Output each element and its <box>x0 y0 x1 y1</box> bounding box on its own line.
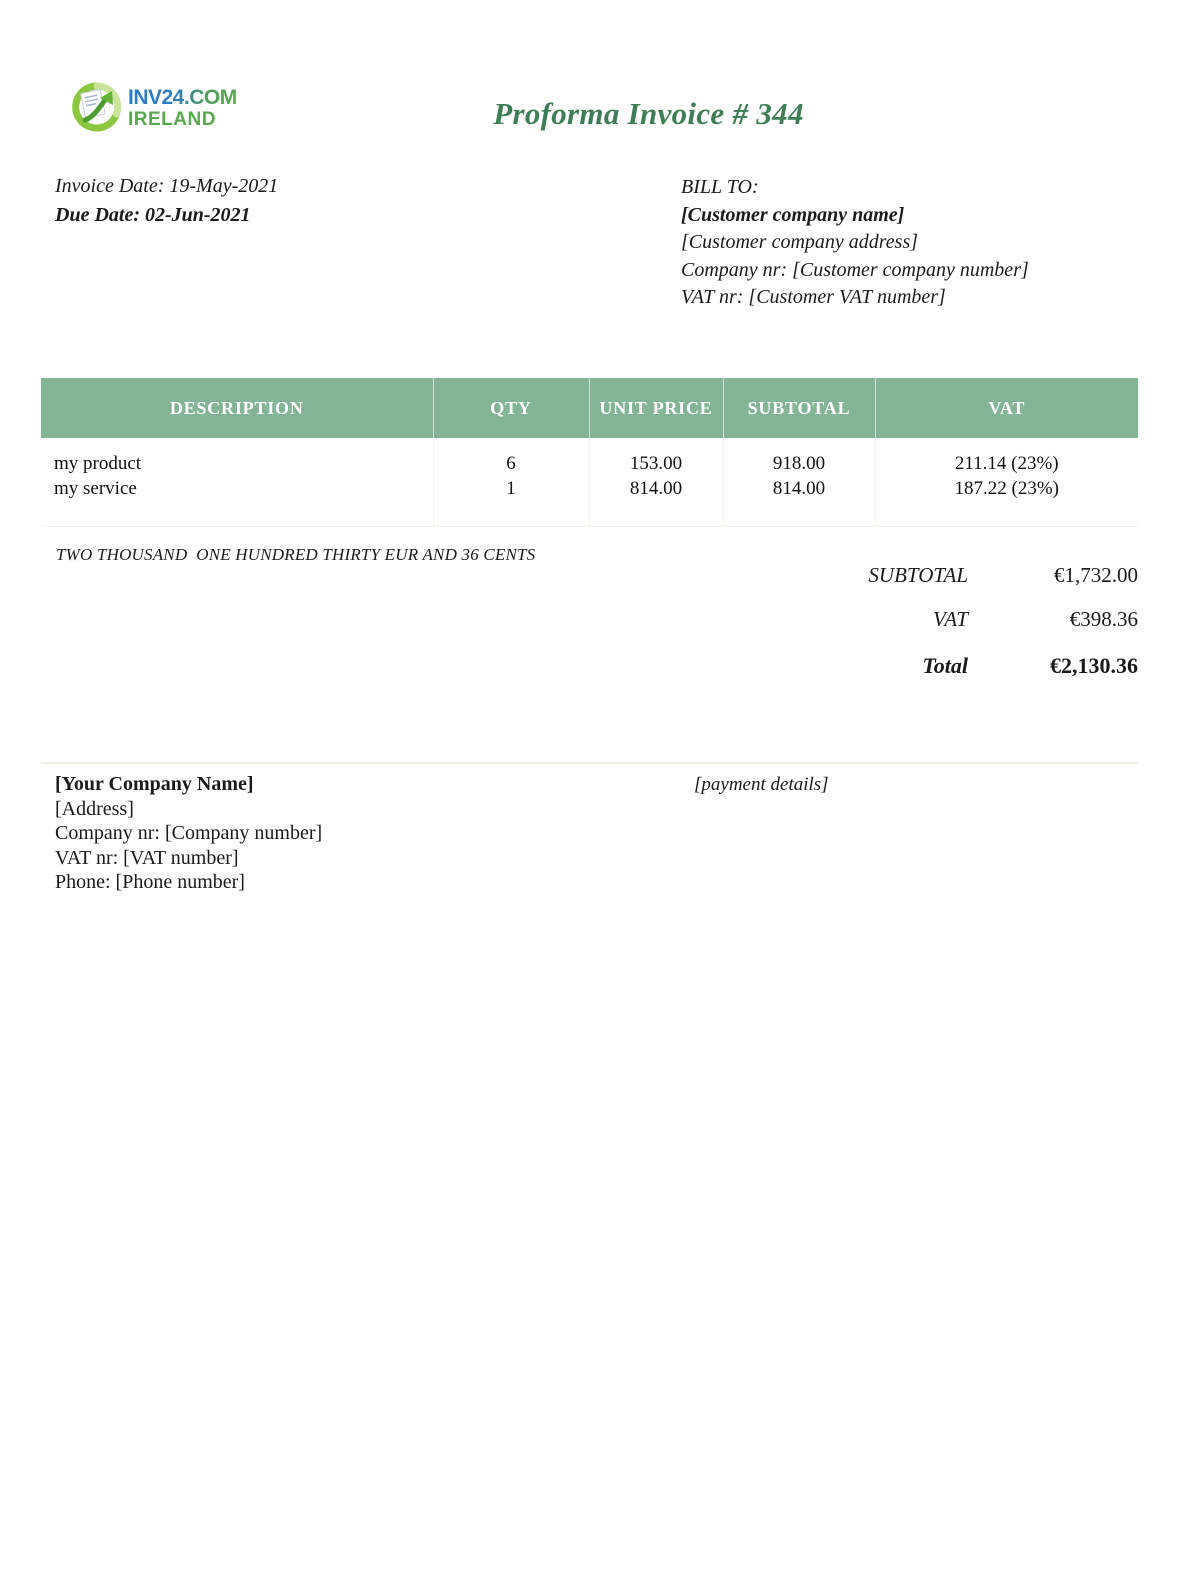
cell-qty <box>433 438 589 527</box>
footer-divider <box>41 762 1138 764</box>
bill-to-block <box>681 174 1029 312</box>
invoice-meta <box>0 172 1197 322</box>
item-subtotal: 918.00 <box>772 453 826 474</box>
vat-label: VAT <box>933 607 968 631</box>
table-row <box>41 438 1138 527</box>
totals-block <box>738 563 1138 697</box>
issuer-address: [Address] <box>55 797 134 820</box>
issuer-vat-number: VAT nr: [VAT number] <box>55 846 239 869</box>
brand-name-secondary: IRELAND <box>128 109 216 130</box>
cell-description <box>41 438 433 527</box>
bill-to-vat-number: VAT nr: [Customer VAT number] <box>681 286 946 308</box>
issuer-details <box>55 772 322 895</box>
item-subtotal: 814.00 <box>772 478 826 499</box>
invoice-header <box>0 70 1197 150</box>
invoice-date: Invoice Date: 19-May-2021 <box>55 175 279 197</box>
totals-row-vat <box>738 607 1138 651</box>
invoice-dates <box>55 172 278 230</box>
subtotal-label: SUBTOTAL <box>868 563 968 587</box>
table-header-row <box>41 378 1138 438</box>
cell-vat <box>875 438 1138 527</box>
item-qty: 6 <box>506 453 516 474</box>
item-vat: 211.14 (23%) <box>954 453 1059 474</box>
item-unit-price: 153.00 <box>629 453 683 474</box>
issuer-company-number: Company nr: [Company number] <box>55 822 323 844</box>
item-qty: 1 <box>506 478 516 499</box>
cell-subtotal <box>723 438 875 527</box>
cell-unit-price <box>589 438 723 527</box>
bill-to-company-number: Company nr: [Customer company number] <box>681 258 1029 281</box>
item-description: my service <box>54 478 137 499</box>
line-items-table <box>41 378 1138 527</box>
column-header-vat: VAT <box>875 378 1138 438</box>
bill-to-company-name: [Customer company name] <box>681 203 905 226</box>
item-unit-price: 814.00 <box>629 478 683 499</box>
issuer-company-name: [Your Company Name] <box>55 773 254 795</box>
invoice-footer <box>0 772 1197 902</box>
due-date: Due Date: 02-Jun-2021 <box>55 204 251 226</box>
brand-name-primary: INV24.COM <box>128 86 237 109</box>
vat-value: €398.36 <box>1069 607 1138 631</box>
total-label: Total <box>922 653 968 678</box>
total-value: €2,130.36 <box>1050 653 1138 678</box>
item-vat: 187.22 (23%) <box>954 478 1059 499</box>
totals-row-total <box>738 653 1138 697</box>
column-header-qty: QTY <box>433 378 589 438</box>
bill-to-company-address: [Customer company address] <box>681 231 919 253</box>
amount-in-words: TWO THOUSAND ONE HUNDRED THIRTY EUR AND 36 CENTS <box>56 545 536 564</box>
payment-details: [payment details] <box>694 774 829 795</box>
column-header-unit-price: UNIT PRICE <box>589 378 723 438</box>
bill-to-heading: BILL TO: <box>681 176 759 198</box>
item-description: my product <box>54 453 142 474</box>
page-title: Proforma Invoice # 344 <box>493 96 804 131</box>
issuer-phone: Phone: [Phone number] <box>55 871 245 893</box>
column-header-subtotal: SUBTOTAL <box>723 378 875 438</box>
totals-row-subtotal <box>738 563 1138 607</box>
column-header-description: DESCRIPTION <box>41 378 433 438</box>
subtotal-value: €1,732.00 <box>1054 563 1138 587</box>
